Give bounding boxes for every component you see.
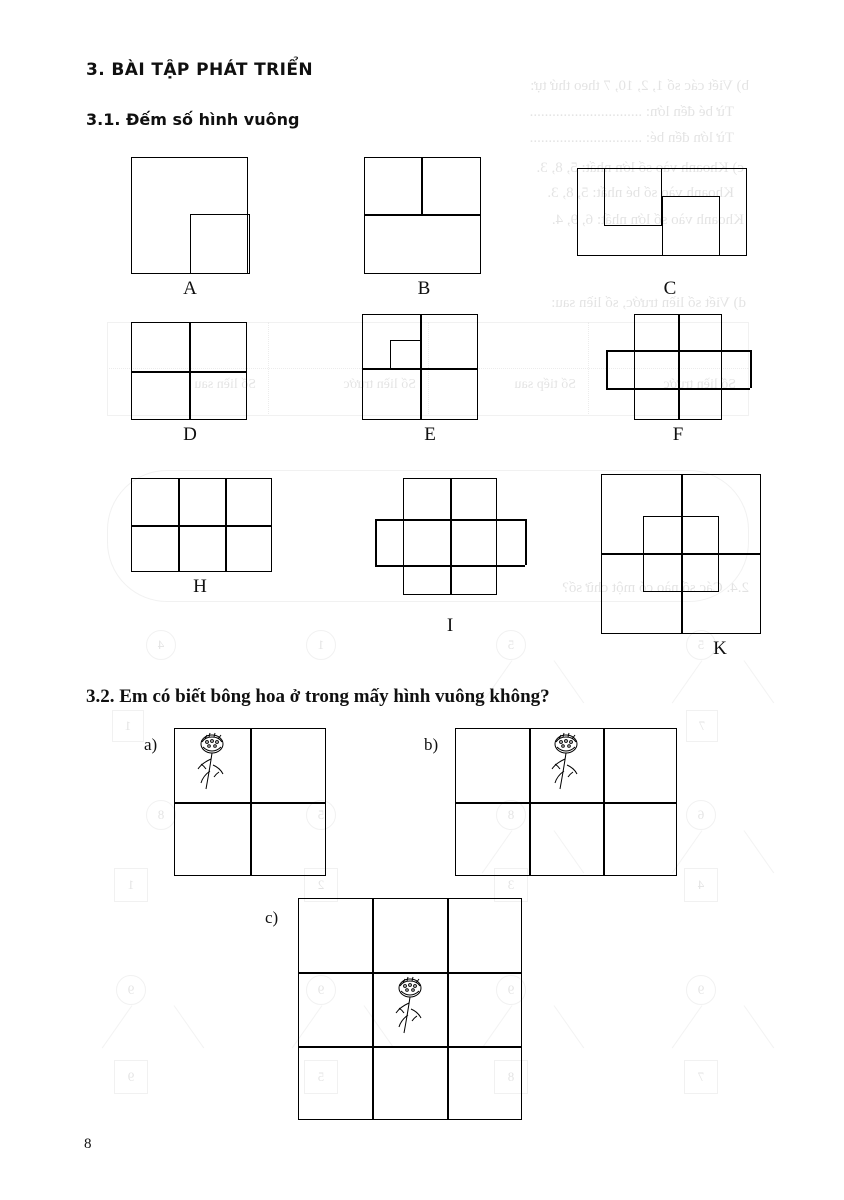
figure-label-I: I — [446, 615, 454, 636]
page-title: 3. BÀI TẬP PHÁT TRIỂN — [86, 60, 313, 80]
figure-label-b: b) — [424, 735, 439, 754]
figure-c-h-divider-1 — [298, 972, 522, 974]
figure-label-A: A — [183, 278, 197, 299]
figure-I-h-divider-top — [375, 519, 525, 521]
bleed-line: Khoanh vào số bé nhất: 5, 8, 3. — [547, 185, 734, 201]
bleed-node: 9 — [306, 975, 336, 1005]
figure-label-E: E — [424, 424, 436, 445]
bleed-line: c) Khoanh vào số lớn nhất: 5, 8, 3. — [536, 160, 744, 176]
flower-icon — [189, 731, 235, 793]
figure-I-v-divider — [450, 478, 452, 595]
bleed-node: 9 — [496, 975, 526, 1005]
figure-I-left-edge — [375, 519, 377, 565]
figure-c-v-divider-1 — [372, 898, 374, 1120]
figure-F-left-edge — [606, 350, 608, 388]
bleed-node: 9 — [116, 975, 146, 1005]
figure-a-h-divider — [174, 802, 326, 804]
bleed-node: 7 — [684, 1060, 718, 1094]
figure-I-h-divider-bottom — [375, 565, 525, 567]
bleed-node: 3 — [494, 868, 528, 902]
figure-K-h-divider — [601, 553, 761, 555]
flower-icon — [387, 975, 433, 1037]
bleed-line: b) Viết các số 1, 2, 10, 7 theo thứ tự: — [530, 78, 749, 94]
bleed-node: 5 — [306, 800, 336, 830]
figure-label-c: c) — [265, 908, 279, 927]
flower-icon — [543, 731, 589, 793]
bleed-line: Số liền sau — [194, 377, 256, 392]
bleed-node: 5 — [496, 630, 526, 660]
page-number: 8 — [84, 1136, 92, 1152]
bleed-node: 8 — [146, 800, 176, 830]
bleed-node: 1 — [114, 868, 148, 902]
bleed-node: 8 — [494, 1060, 528, 1094]
bleed-line: Số liền trước — [663, 377, 736, 392]
figure-C-square-2 — [662, 196, 720, 256]
bleed-line: d) Viết số liền trước, số liền sau: — [551, 295, 746, 311]
subsection-32-title: 3.2. Em có biết bông hoa ở trong mấy hình vuông không? — [86, 686, 550, 707]
figure-I-right-edge — [525, 519, 527, 565]
bleed-line: Từ bé đến lớn: .............................. — [529, 104, 734, 120]
figure-B-v-divider — [421, 157, 423, 215]
figure-b-h-divider — [455, 802, 677, 804]
figure-label-F: F — [672, 424, 684, 445]
figure-c-v-divider-2 — [447, 898, 449, 1120]
bleed-node: 2 — [304, 868, 338, 902]
bleed-line: 2.4. Các số nào có một chữ số? — [562, 580, 749, 596]
figure-F-right-edge — [750, 350, 752, 388]
figure-A-inner-square — [190, 214, 250, 274]
figure-F-h-divider-bottom — [606, 388, 750, 390]
figure-label-D: D — [183, 424, 197, 445]
bleed-node: 6 — [686, 800, 716, 830]
subsection-31-title: 3.1. Đếm số hình vuông — [86, 110, 300, 129]
figure-F-v-divider — [678, 314, 680, 420]
figure-c-h-divider-2 — [298, 1046, 522, 1048]
bleed-node: 1 — [112, 710, 144, 742]
bleed-node: 8 — [496, 800, 526, 830]
figure-label-H: H — [193, 576, 207, 597]
bleed-line: Khoanh vào số lớn nhất: 6, 9, 4. — [551, 212, 744, 228]
figure-C-square-1 — [604, 168, 662, 226]
bleed-node: 1 — [306, 630, 336, 660]
figure-F-h-divider-top — [606, 350, 750, 352]
bleed-line: Số liền trước — [343, 377, 416, 392]
figure-label-B: B — [417, 278, 431, 299]
figure-label-K: K — [713, 638, 727, 659]
figure-label-a: a) — [144, 735, 158, 754]
bleed-node: 5 — [686, 630, 716, 660]
figure-H-h-divider — [131, 525, 272, 527]
bleed-line: Từ lớn đến bé: .............................. — [529, 130, 734, 146]
bleed-node: 5 — [304, 1060, 338, 1094]
figure-E-small-square — [390, 340, 421, 369]
bleed-node: 4 — [684, 868, 718, 902]
bleed-line: Số tiếp sau — [514, 377, 576, 392]
bleed-node: 9 — [686, 975, 716, 1005]
bleed-node: 9 — [114, 1060, 148, 1094]
figure-D-h-divider — [131, 371, 247, 373]
bleed-node: 7 — [686, 710, 718, 742]
bleed-node: 4 — [146, 630, 176, 660]
figure-label-C: C — [663, 278, 677, 299]
